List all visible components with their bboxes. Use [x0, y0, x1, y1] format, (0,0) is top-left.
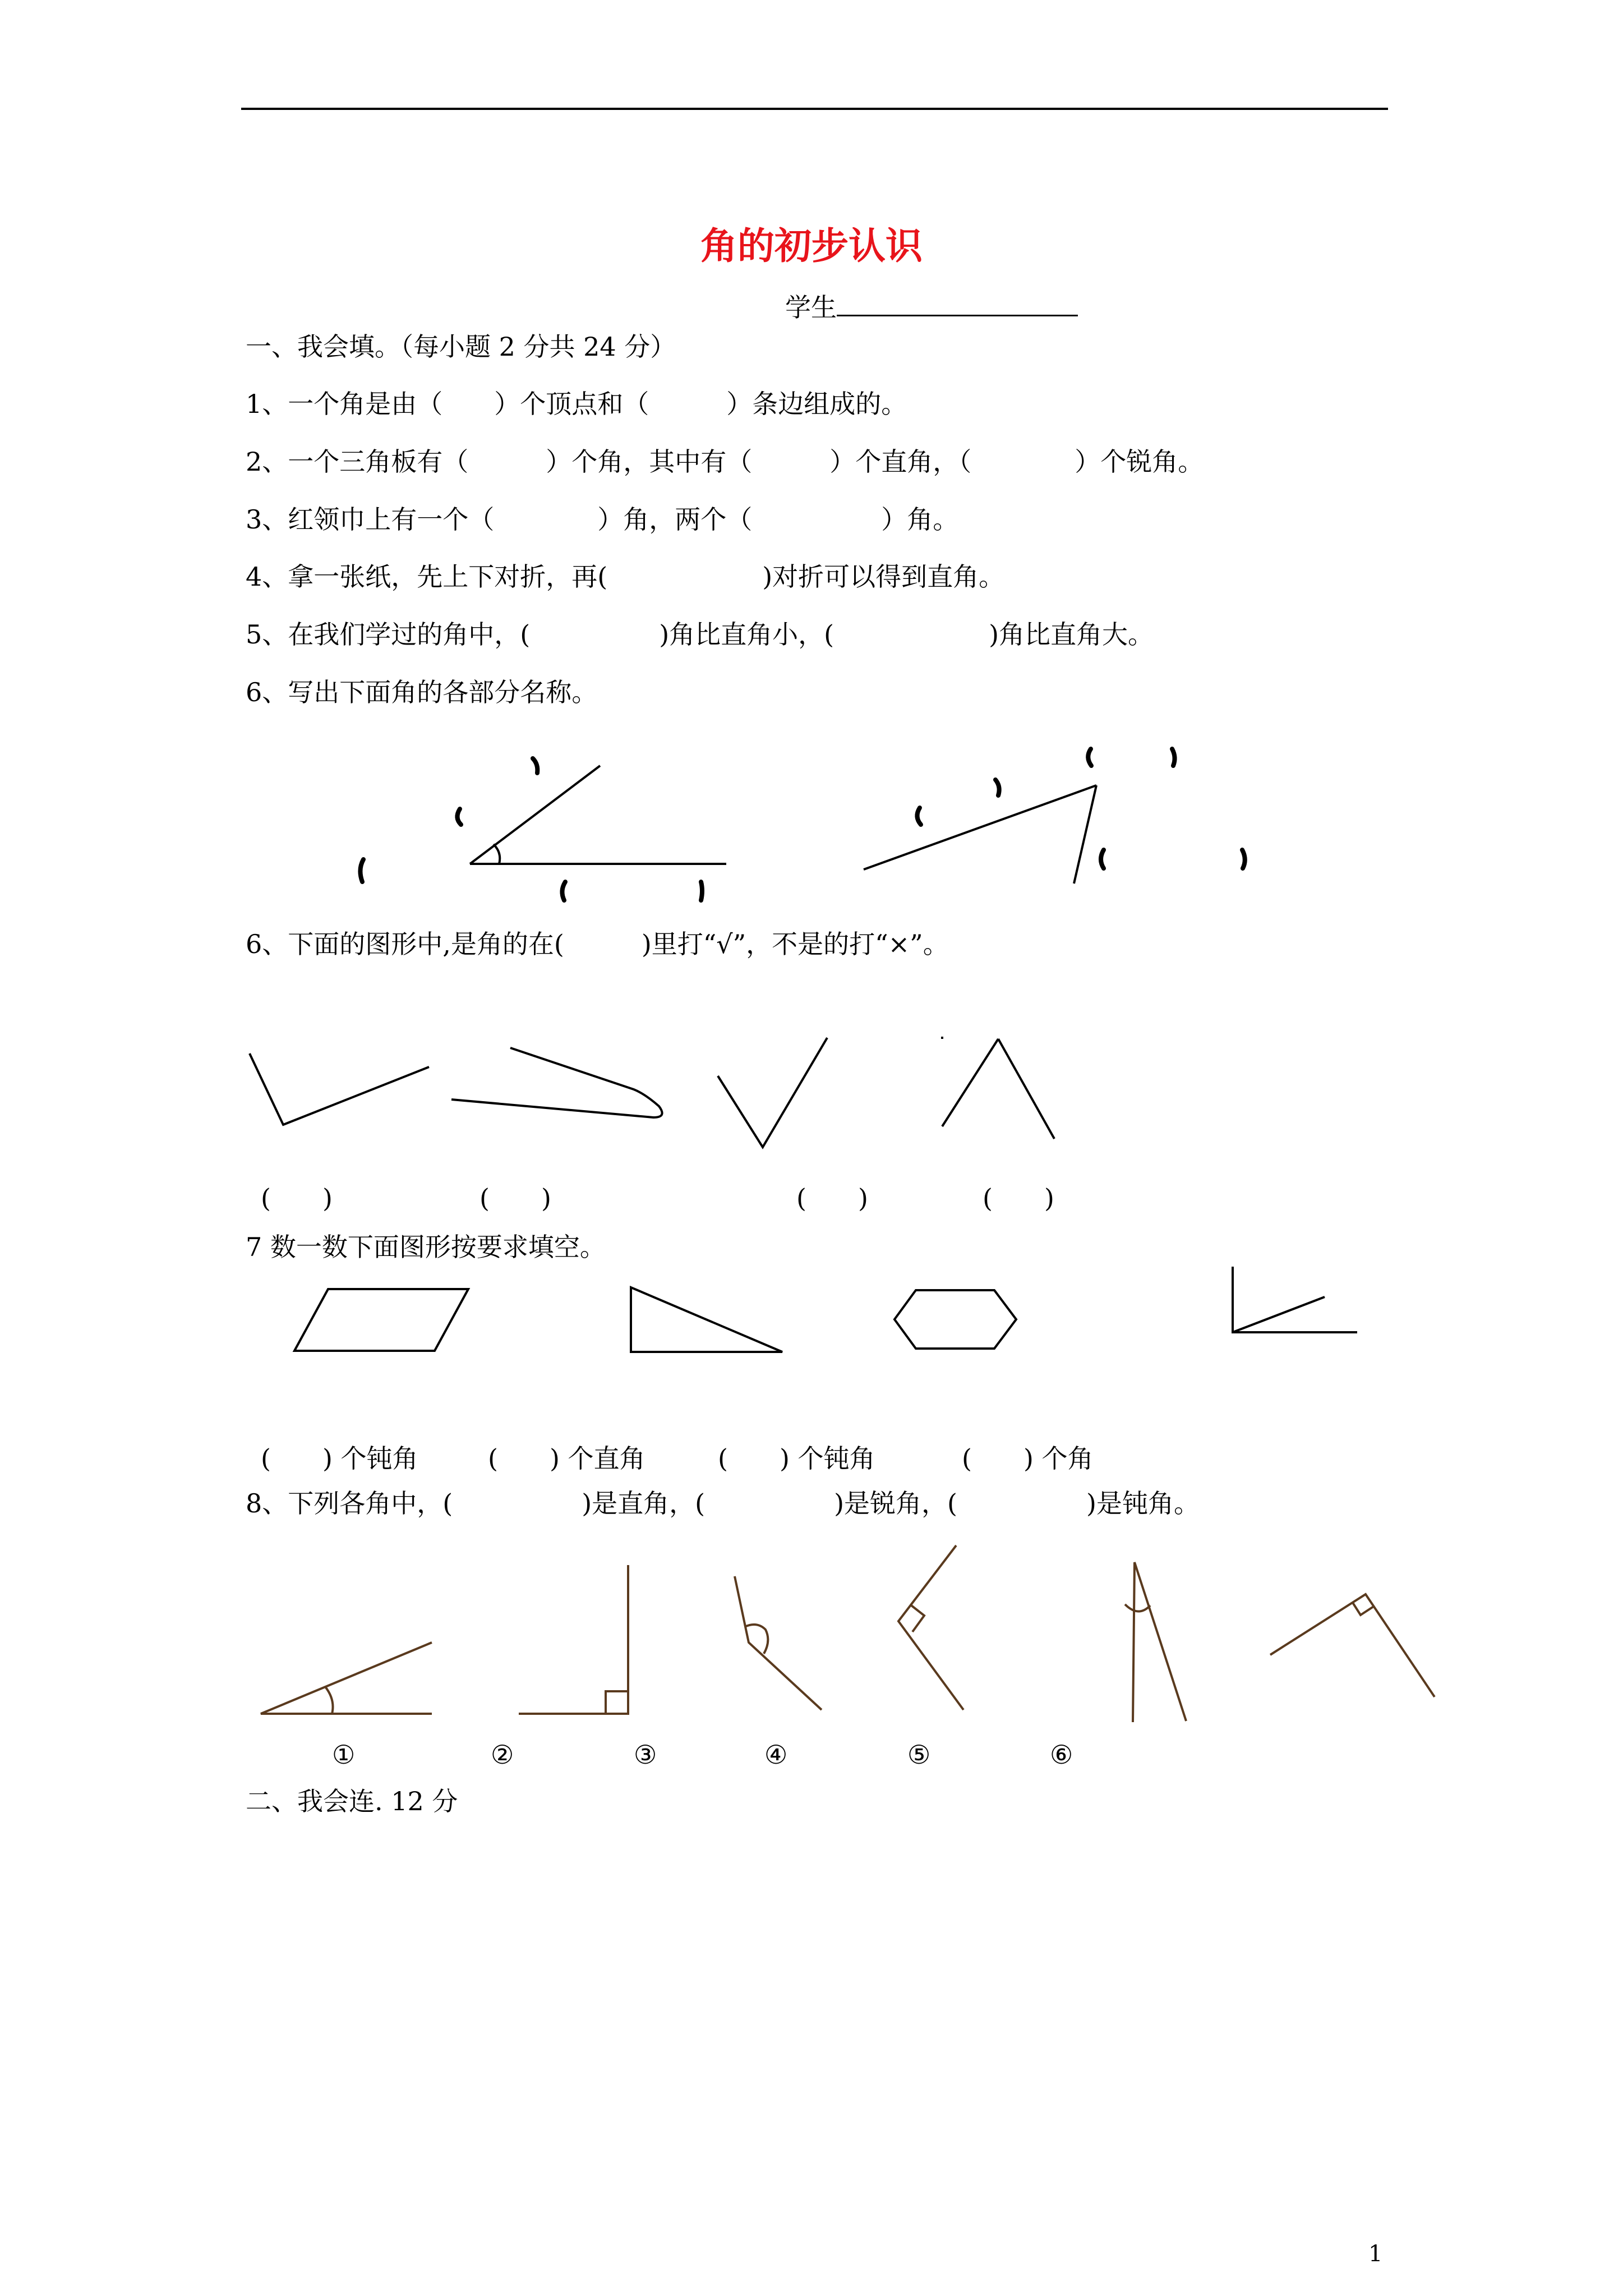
q8-label-5: ⑤	[907, 1740, 931, 1770]
angle-5	[1133, 1562, 1186, 1722]
question-1: 1、一个角是由（ ）个顶点和（ ）条边组成的。	[246, 389, 907, 419]
question-6a: 6、写出下面角的各部分名称。	[246, 677, 598, 707]
q6b-paren-4[interactable]: ( )	[983, 1183, 1054, 1213]
question-5: 5、在我们学过的角中，( )角比直角小，( )角比直角大。	[246, 619, 1154, 650]
section1-header: 一、我会填。（每小题 2 分共 24 分）	[246, 332, 676, 362]
question-3: 3、红领巾上有一个（ ）角，两个（ ）角。	[246, 504, 959, 535]
student-label: 学生	[785, 292, 837, 323]
angle-1	[261, 1642, 432, 1714]
q8-label-3: ③	[634, 1740, 657, 1770]
section2-header: 二、我会连. 12 分	[246, 1786, 458, 1816]
angle-3	[735, 1576, 822, 1710]
question-6b: 6、下面的图形中,是角的在( )里打“√”，不是的打“×”。	[246, 929, 949, 959]
q6b-paren-1[interactable]: ( )	[261, 1183, 333, 1213]
q7-answer-4[interactable]: ( ) 个角	[962, 1443, 1094, 1474]
q7-answer-1[interactable]: ( ) 个钝角	[261, 1443, 418, 1474]
q8-label-4: ④	[764, 1740, 788, 1770]
angle-6	[1270, 1594, 1435, 1697]
q6b-paren-3[interactable]: ( )	[796, 1183, 868, 1213]
q6b-paren-2[interactable]: ( )	[479, 1183, 551, 1213]
q8-label-2: ②	[491, 1740, 514, 1770]
page-number: 1	[1368, 2241, 1383, 2267]
q8-label-1: ①	[332, 1740, 356, 1770]
page-title: 角的初步认识	[700, 224, 923, 268]
question-7: 7 数一数下面图形按要求填空。	[246, 1232, 606, 1262]
q7-answer-2[interactable]: ( ) 个直角	[488, 1443, 645, 1474]
question-4: 4、拿一张纸，先上下对折，再( )对折可以得到直角。	[246, 562, 1005, 592]
question-2: 2、一个三角板有（ ）个角，其中有（ ）个直角，（ ）个锐角。	[246, 447, 1204, 477]
angle-4	[898, 1545, 963, 1710]
question-8: 8、下列各角中，( )是直角，( )是锐角，( )是钝角。	[246, 1488, 1200, 1519]
q8-label-6: ⑥	[1050, 1740, 1073, 1770]
q7-answer-3[interactable]: ( ) 个钝角	[718, 1443, 875, 1474]
